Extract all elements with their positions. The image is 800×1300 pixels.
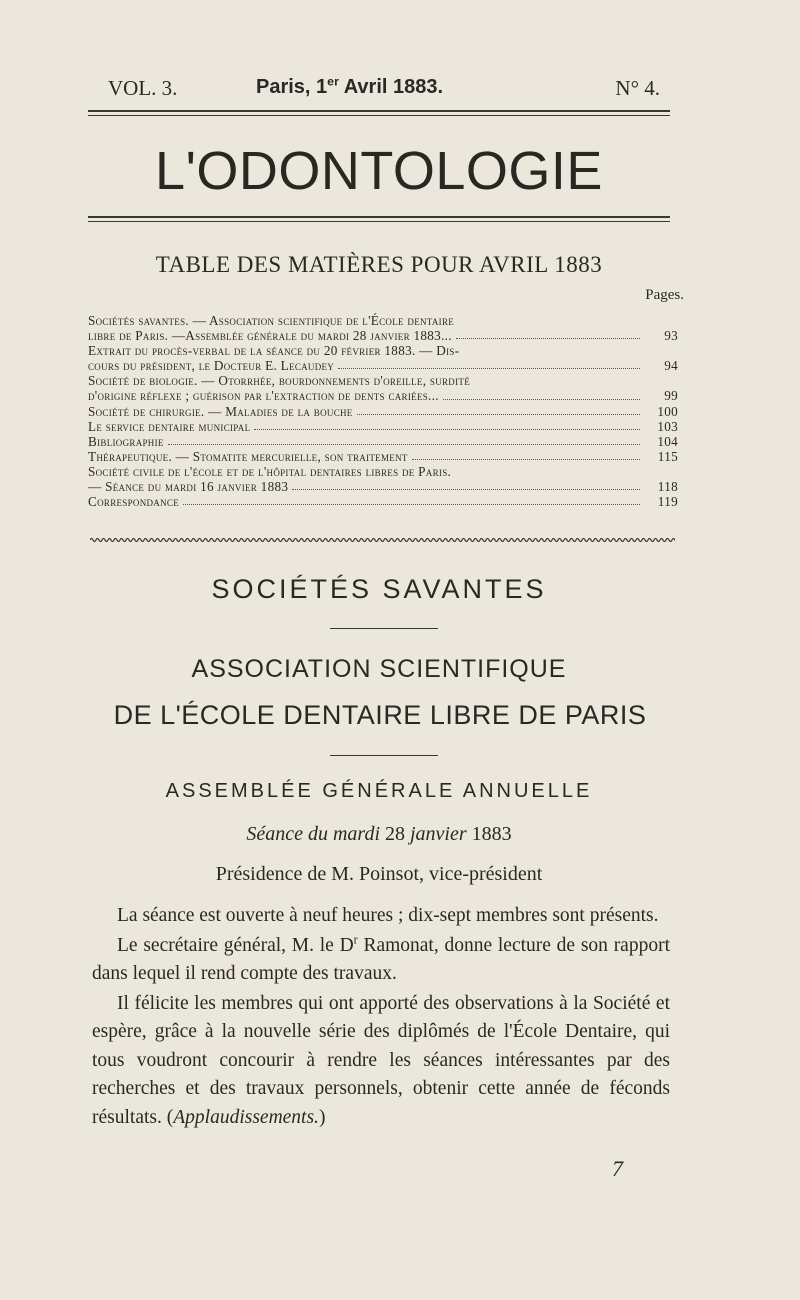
running-header (88, 76, 670, 106)
assembly-title: ASSEMBLÉE GÉNÉRALE ANNUELLE (165, 780, 593, 802)
body-text (92, 902, 670, 1132)
toc-page-number: 99 (664, 388, 678, 404)
toc-entry-text: — Séance du mardi 16 janvier 1883 (88, 479, 289, 495)
header-rule (88, 110, 670, 116)
toc-leader-dots (357, 400, 640, 415)
presidence-line: Présidence de M. Poinsot, vice-président (215, 863, 543, 885)
wavy-divider (90, 536, 675, 544)
paragraph-1: La séance est ouverte à neuf heures ; dix-sept membres sont présents. (117, 905, 659, 926)
toc-page-number: 119 (657, 494, 678, 510)
association-rule (330, 755, 438, 756)
toc-page-number: 103 (657, 418, 678, 434)
toc-page-number: 115 (657, 448, 678, 464)
issue-number: N° 4. (615, 76, 660, 100)
issue-date: Paris, 1er Avril 1883. (256, 74, 444, 98)
toc-entry-text: Société de biologie. — Otorrhée, bourdonnements d'oreille, surdité (88, 373, 470, 389)
toc-line (88, 494, 678, 509)
association-title-line2: DE L'ÉCOLE DENTAIRE LIBRE DE PARIS (113, 700, 647, 730)
journal-title: L'ODONTOLOGIE (155, 141, 603, 201)
toc-page-number: 93 (664, 328, 678, 344)
toc-leader-dots (338, 354, 640, 369)
association-title-line1: ASSOCIATION SCIENTIFIQUE (191, 655, 567, 683)
title-rule (88, 216, 670, 222)
toc-entry-text: Société de chirurgie. — Maladies de la bouche (88, 403, 353, 419)
toc-leader-dots (292, 475, 640, 490)
toc-line (88, 358, 678, 373)
toc-entry-text: Sociétés savantes. — Association scientifique de l'École dentaire (88, 313, 455, 328)
paragraph-2: Le secrétaire général, M. le $D^r$ Ramonat, donne lecture de son rapport dans lequel il rend compte des travaux. (92, 932, 671, 984)
table-of-contents (88, 313, 678, 509)
toc-leader-dots (254, 415, 640, 430)
toc-page-number: 94 (664, 358, 678, 374)
toc-entry-text: Société civile de l'école et de l'hôpital dentaires libres de Paris. (88, 463, 452, 479)
toc-leader-dots (443, 384, 640, 399)
toc-page-number: 100 (657, 403, 678, 419)
toc-entry-text: Correspondance (88, 494, 180, 510)
toc-pages-label: Pages. (645, 287, 684, 303)
volume-label: VOL. 3. (108, 76, 178, 100)
toc-leader-dots (168, 430, 640, 445)
toc-title: TABLE DES MATIÈRES POUR AVRIL 1883 (155, 252, 603, 277)
toc-entry-text: d'origine réflexe ; guérison par l'extraction de dents cariées... (88, 388, 439, 404)
toc-leader-dots (412, 445, 640, 460)
toc-entry-text: Le service dentaire municipal (88, 418, 251, 434)
toc-page-number: 104 (657, 433, 678, 449)
toc-entry-text: Bibliographie (88, 433, 164, 449)
toc-page-number: 118 (657, 479, 678, 495)
seance-date: Séance du mardi 28 janvier 1883 (246, 823, 512, 845)
paragraph-3: Il félicite les membres qui ont apporté des observations à la Société et espère, grâce à la nouvelle série des diplômés de l'École Dentaire, qui tous voudront concourir à rendre les séances intéressantes par des recherches et des travaux personnels, obtenir cette année de féconds résultats. (Applaudissements.) (92, 992, 670, 1128)
page-folio: 7 (612, 1156, 623, 1181)
toc-entry-text: cours du président, le Docteur E. Lecaudey (88, 358, 335, 374)
toc-line (88, 328, 678, 343)
section-rule (330, 628, 438, 629)
section-title: SOCIÉTÉS SAVANTES (211, 574, 547, 604)
toc-entry-text: Thérapeutique. — Stomatite mercurielle, son traitement (88, 448, 408, 464)
toc-entry-text: libre de Paris. —Assemblée générale du mardi 28 janvier 1883... (88, 328, 452, 344)
toc-entry-text: Extrait du procès-verbal de la séance du 20 février 1883. — Dis- (88, 343, 460, 359)
toc-leader-dots (456, 324, 640, 339)
toc-line (88, 449, 678, 464)
toc-leader-dots (183, 490, 640, 505)
